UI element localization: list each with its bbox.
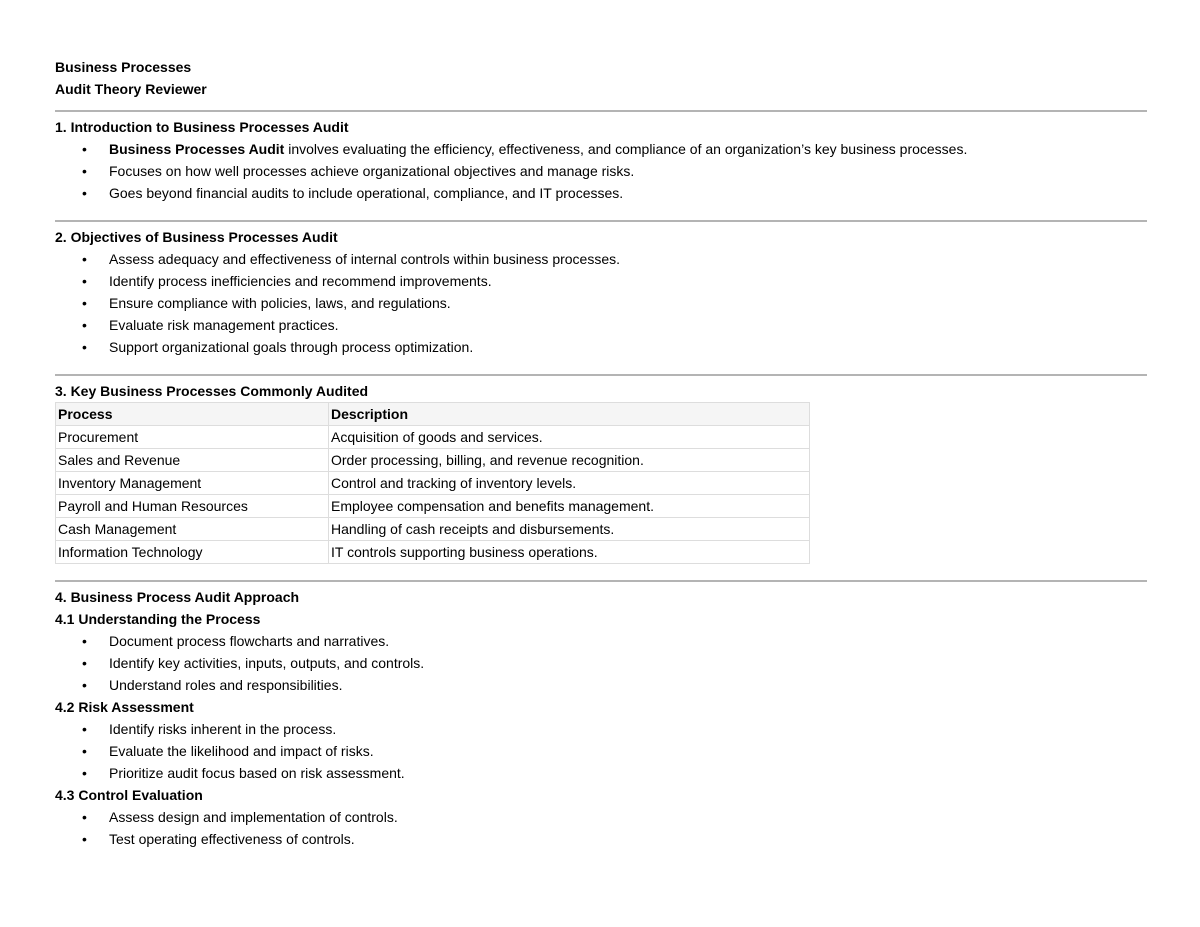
description-cell: Order processing, billing, and revenue recognition. xyxy=(329,449,810,472)
bullet-icon: • xyxy=(82,721,87,737)
description-cell: Acquisition of goods and services. xyxy=(329,426,810,449)
list-item-text: Prioritize audit focus based on risk assessment. xyxy=(109,765,405,781)
list-item-text: Evaluate risk management practices. xyxy=(109,317,339,333)
list-item-text: Goes beyond financial audits to include operational, compliance, and IT processes. xyxy=(109,185,624,201)
bullet-icon: • xyxy=(82,317,87,333)
process-cell: Information Technology xyxy=(56,541,329,564)
list-item-text: Ensure compliance with policies, laws, and regulations. xyxy=(109,295,451,311)
list-item xyxy=(55,160,1147,182)
description-cell: IT controls supporting business operations. xyxy=(329,541,810,564)
section-1-list xyxy=(55,138,1147,204)
table-row xyxy=(56,495,810,518)
list-item xyxy=(55,336,1147,358)
document-subtitle: Audit Theory Reviewer xyxy=(55,81,207,97)
list-item-text: involves evaluating the efficiency, effectiveness, and compliance of an organization’s key business processes. xyxy=(284,141,968,157)
bullet-icon: • xyxy=(82,765,87,781)
list-item-text: Focuses on how well processes achieve organizational objectives and manage risks. xyxy=(109,163,635,179)
document-page xyxy=(55,56,1147,850)
bullet-icon: • xyxy=(82,809,87,825)
list-item xyxy=(55,762,1147,784)
list-item-text: Assess adequacy and effectiveness of internal controls within business processes. xyxy=(109,251,621,267)
table-row xyxy=(56,541,810,564)
list-item xyxy=(55,828,1147,850)
process-table xyxy=(55,402,810,564)
list-item xyxy=(55,806,1147,828)
list-item-text: Identify process inefficiencies and recommend improvements. xyxy=(109,273,492,289)
section-4-heading: 4. Business Process Audit Approach xyxy=(55,589,300,605)
table-row xyxy=(56,449,810,472)
bullet-icon: • xyxy=(82,831,87,847)
section-2-heading: 2. Objectives of Business Processes Audit xyxy=(55,229,338,245)
process-cell: Inventory Management xyxy=(56,472,329,495)
bullet-icon: • xyxy=(82,185,87,201)
bullet-icon: • xyxy=(82,295,87,311)
process-cell: Cash Management xyxy=(56,518,329,541)
bullet-icon: • xyxy=(82,743,87,759)
list-item-text: Understand roles and responsibilities. xyxy=(109,677,343,693)
bullet-icon: • xyxy=(82,655,87,671)
bullet-icon: • xyxy=(82,273,87,289)
bullet-icon: • xyxy=(82,677,87,693)
bullet-icon: • xyxy=(82,251,87,267)
column-header-description: Description xyxy=(329,403,810,426)
list-item-text: Identify key activities, inputs, outputs, and controls. xyxy=(109,655,425,671)
list-item xyxy=(55,292,1147,314)
list-item-text: Evaluate the likelihood and impact of risks. xyxy=(109,743,374,759)
list-item-text: Assess design and implementation of controls. xyxy=(109,809,398,825)
bullet-icon: • xyxy=(82,163,87,179)
table-row xyxy=(56,472,810,495)
list-item-text: Identify risks inherent in the process. xyxy=(109,721,337,737)
bullet-icon: • xyxy=(82,339,87,355)
table-header-row xyxy=(56,403,810,426)
section-1-heading: 1. Introduction to Business Processes Audit xyxy=(55,119,349,135)
subsection-4-2-heading: 4.2 Risk Assessment xyxy=(55,699,194,715)
subsection-4-3-heading: 4.3 Control Evaluation xyxy=(55,787,203,803)
table-row xyxy=(56,426,810,449)
process-cell: Procurement xyxy=(56,426,329,449)
list-item xyxy=(55,718,1147,740)
list-item xyxy=(55,674,1147,696)
list-item xyxy=(55,652,1147,674)
list-item-text: Test operating effectiveness of controls. xyxy=(109,831,355,847)
description-cell: Handling of cash receipts and disbursements. xyxy=(329,518,810,541)
list-item-text: Document process flowcharts and narratives. xyxy=(109,633,390,649)
subsection-4-1-list xyxy=(55,630,1147,696)
list-item xyxy=(55,248,1147,270)
column-header-process: Process xyxy=(56,403,329,426)
process-cell: Sales and Revenue xyxy=(56,449,329,472)
section-2-list xyxy=(55,248,1147,358)
process-cell: Payroll and Human Resources xyxy=(56,495,329,518)
subsection-4-1-heading: 4.1 Understanding the Process xyxy=(55,611,261,627)
list-item xyxy=(55,314,1147,336)
list-item-text: Support organizational goals through process optimization. xyxy=(109,339,474,355)
section-3-heading: 3. Key Business Processes Commonly Audited xyxy=(55,383,369,399)
description-cell: Control and tracking of inventory levels. xyxy=(329,472,810,495)
description-cell: Employee compensation and benefits management. xyxy=(329,495,810,518)
bold-term: Business Processes Audit xyxy=(109,141,285,157)
document-title: Business Processes xyxy=(55,59,192,75)
bullet-icon: • xyxy=(82,633,87,649)
subsection-4-3-list xyxy=(55,806,1147,850)
table-row xyxy=(56,518,810,541)
list-item xyxy=(55,182,1147,204)
list-item xyxy=(55,630,1147,652)
subsection-4-2-list xyxy=(55,718,1147,784)
list-item xyxy=(55,138,1147,160)
list-item xyxy=(55,740,1147,762)
list-item xyxy=(55,270,1147,292)
bullet-icon: • xyxy=(82,141,87,157)
